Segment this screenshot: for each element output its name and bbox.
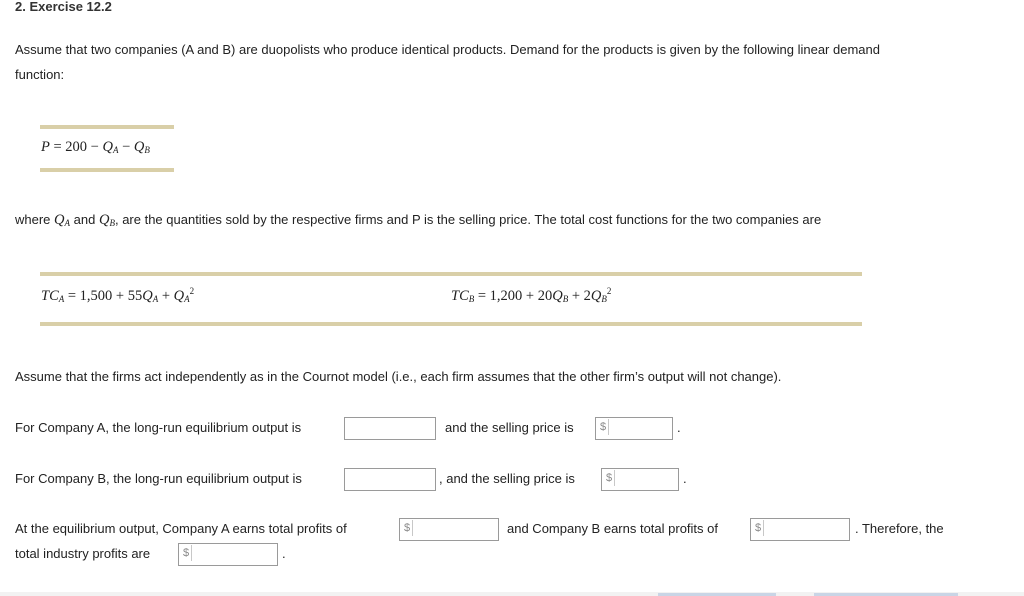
company-a-price-input[interactable]	[595, 417, 673, 440]
total-profit-input[interactable]	[178, 543, 278, 566]
company-a-price-label: and the selling price is	[445, 420, 574, 435]
intro-paragraph	[15, 37, 1005, 87]
total-profit-label: total industry profits are	[15, 546, 151, 561]
total-profit-period: .	[282, 546, 286, 561]
dollar-sign-icon: $	[181, 545, 192, 561]
profit-a-label: At the equilibrium output, Company A earns total profits of	[15, 521, 347, 536]
profit-b-label: and Company B earns total profits of	[507, 521, 719, 536]
company-a-output-label: For Company A, the long-run equilibrium output is	[15, 420, 302, 435]
where-sentence: where $Q_A$ and $Q_B$, are the quantities sold by the respective firms and P is the selling price. The total cost functions for the two companies are	[15, 212, 822, 228]
dollar-sign-icon: $	[753, 520, 764, 536]
cost-eq-top-rule	[40, 272, 862, 276]
demand-eq-top-rule	[40, 125, 174, 129]
where-suffix: , are the quantities sold by the respective firms and P is the selling price. The total cost functions for the two companies are	[114, 212, 822, 227]
company-a-period: .	[677, 420, 681, 435]
cournot-sentence: Assume that the firms act independently as in the Cournot model (i.e., each firm assumes that the other firm’s output will not change).	[15, 369, 782, 384]
cost-equation-b: $TC_B = 1,200 + 20Q_B + 2Q_B^2$	[451, 286, 612, 304]
where-and: and	[73, 212, 96, 227]
intro-line-2: function:	[15, 67, 65, 82]
exercise-title: 2. Exercise 12.2	[15, 0, 112, 14]
profit-b-input[interactable]	[750, 518, 850, 541]
cost-eq-bottom-rule	[40, 322, 862, 326]
company-b-output-input[interactable]	[344, 468, 436, 491]
demand-eq-bottom-rule	[40, 168, 174, 172]
company-b-period: .	[683, 471, 687, 486]
company-b-price-label: , and the selling price is	[439, 471, 575, 486]
cost-equation-a: $TC_A = 1,500 + 55Q_A + Q_A^2$	[41, 286, 195, 304]
company-a-output-input[interactable]	[344, 417, 436, 440]
therefore-text: . Therefore, the	[855, 521, 944, 536]
dollar-sign-icon: $	[598, 419, 609, 435]
intro-line-1: Assume that two companies (A and B) are duopolists who produce identical products. Demand for the products is given by the following linear demand	[15, 42, 880, 57]
company-b-output-label: For Company B, the long-run equilibrium output is	[15, 471, 302, 486]
dollar-sign-icon: $	[604, 470, 615, 486]
dollar-sign-icon: $	[402, 520, 413, 536]
company-b-price-input[interactable]	[601, 468, 679, 491]
demand-equation: $P = 200 - Q_A - Q_B$	[41, 139, 150, 155]
profit-a-input[interactable]	[399, 518, 499, 541]
where-prefix: where	[15, 212, 51, 227]
